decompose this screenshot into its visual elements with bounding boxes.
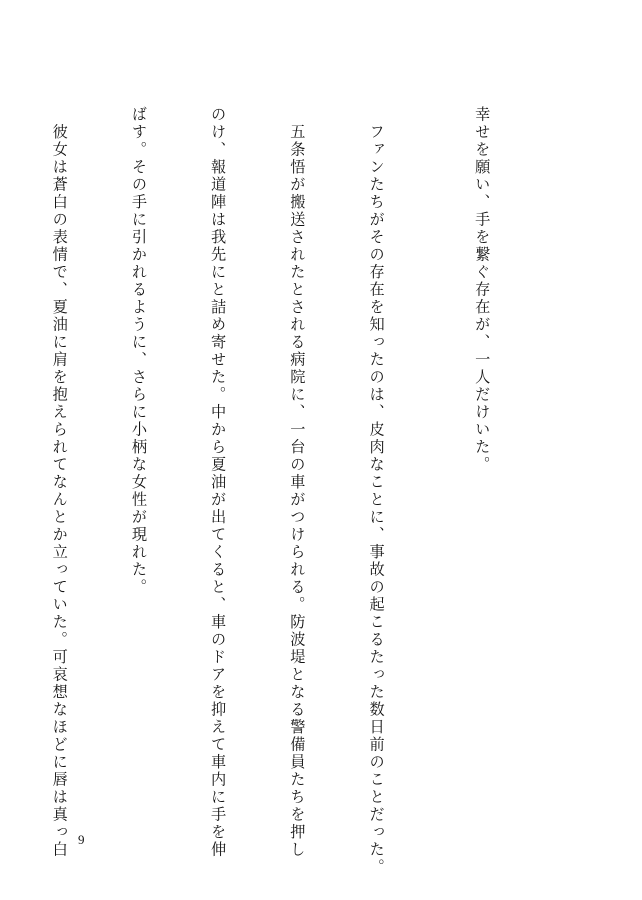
text-line: ファンたちがその存在を知ったのは、皮肉なことに、事故の起こるたった数日前のことだった。 — [367, 106, 386, 876]
text-line: 彼女は蒼白の表情で、夏油に肩を抱えられてなんとか立っていた。可哀想なほどに唇は真っ白 — [50, 106, 69, 859]
text-line: のけ、報道陣は我先にと詰め寄せた。中から夏油が出てくると、車のドアを抑えて車内に手を伸 — [209, 106, 228, 859]
page-number: 9 — [78, 832, 85, 847]
vertical-text-body — [50, 106, 548, 876]
text-line: ばす。その手に引かれるように、さらに小柄な女性が現れた。 — [129, 106, 148, 596]
text-line: 五条悟が搬送されたとされる病院に、一台の車がつけられる。防波堤となる警備員たちを押し — [288, 106, 307, 859]
text-line: 幸せを願い、手を繋ぐ存在が、一人だけいた。 — [473, 106, 492, 474]
